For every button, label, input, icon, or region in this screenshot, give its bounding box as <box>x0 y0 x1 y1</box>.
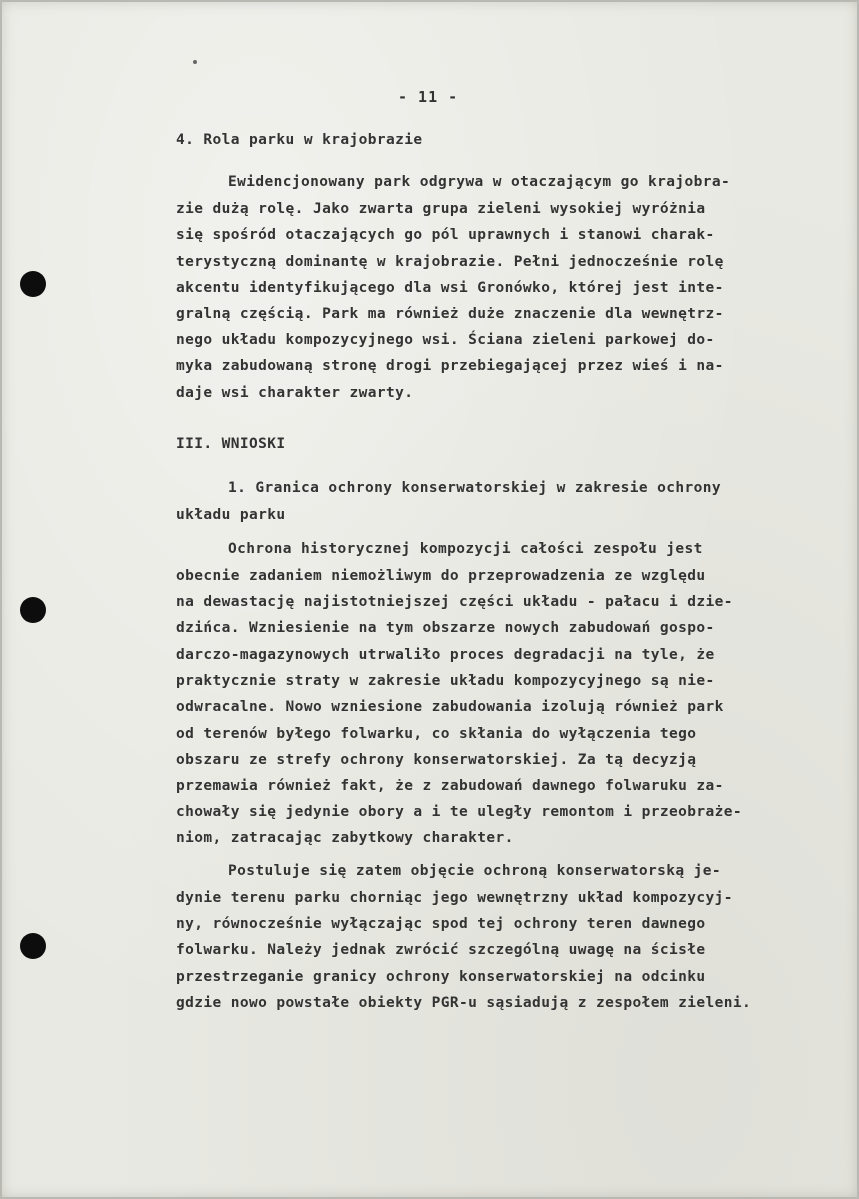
text-line: folwarku. Należy jednak zwrócić szczególną uwagę na ścisłe <box>176 942 706 958</box>
text-line: daje wsi charakter zwarty. <box>176 385 414 401</box>
text-line: akcentu identyfikującego dla wsi Gronówko, której jest inte- <box>176 280 724 296</box>
text-line: darczo-magazynowych utrwaliło proces degradacji na tyle, że <box>176 647 715 663</box>
text-line: ny, równocześnie wyłączając spod tej ochrony teren dawnego <box>176 916 706 932</box>
text-line: na dewastację najistotniejszej części układu - pałacu i dzie- <box>176 594 733 610</box>
text-line: gralną częścią. Park ma również duże znaczenie dla wewnętrz- <box>176 306 724 322</box>
text-line: nego układu kompozycyjnego wsi. Ściana zieleni parkowej do- <box>176 332 715 348</box>
text-line: Ewidencjonowany park odgrywa w otaczającym go krajobra- <box>228 174 731 190</box>
text-line: odwracalne. Nowo wzniesione zabudowania izolują również park <box>176 699 724 715</box>
text-line: od terenów byłego folwarku, co skłania do wyłączenia tego <box>176 726 697 742</box>
text-line: obszaru ze strefy ochrony konserwatorskiej. Za tą decyzją <box>176 752 697 768</box>
text-line: Postuluje się zatem objęcie ochroną konserwatorską je- <box>228 863 722 879</box>
text-line: przestrzeganie granicy ochrony konserwatorskiej na odcinku <box>176 969 706 985</box>
binder-hole-icon <box>20 933 46 959</box>
section-heading: 4. Rola parku w krajobrazie <box>176 132 423 148</box>
text-line: się spośród otaczających go pól uprawnych i stanowi charak- <box>176 227 715 243</box>
text-line: obecnie zadaniem niemożliwym do przeprowadzenia ze względu <box>176 568 706 584</box>
text-line: chowały się jedynie obory a i te uległy remontom i przeobraże- <box>176 804 743 820</box>
paper-speck <box>193 60 197 64</box>
subsection-heading: układu parku <box>176 507 286 523</box>
binder-hole-icon <box>20 597 46 623</box>
text-line: terystyczną dominantę w krajobrazie. Pełni jednocześnie rolę <box>176 254 724 270</box>
binder-hole-icon <box>20 271 46 297</box>
text-line: przemawia również fakt, że z zabudowań dawnego folwaruku za- <box>176 778 724 794</box>
subsection-heading: 1. Granica ochrony konserwatorskiej w zakresie ochrony <box>228 480 722 496</box>
text-line: gdzie nowo powstałe obiekty PGR-u sąsiadują z zespołem zieleni. <box>176 995 752 1011</box>
text-line: praktycznie straty w zakresie układu kompozycyjnego są nie- <box>176 673 715 689</box>
text-line: zie dużą rolę. Jako zwarta grupa zieleni wysokiej wyróżnia <box>176 201 706 217</box>
text-line: niom, zatracając zabytkowy charakter. <box>176 830 514 846</box>
section-heading: III. WNIOSKI <box>176 436 286 452</box>
text-line: dynie terenu parku chorniąc jego wewnętrzny układ kompozycyj- <box>176 890 733 906</box>
text-line: dzińca. Wzniesienie na tym obszarze nowych zabudowań gospo- <box>176 620 715 636</box>
page-number: - 11 - <box>398 88 459 106</box>
text-line: Ochrona historycznej kompozycji całości zespołu jest <box>228 541 703 557</box>
text-line: myka zabudowaną stronę drogi przebiegającej przez wieś i na- <box>176 358 724 374</box>
